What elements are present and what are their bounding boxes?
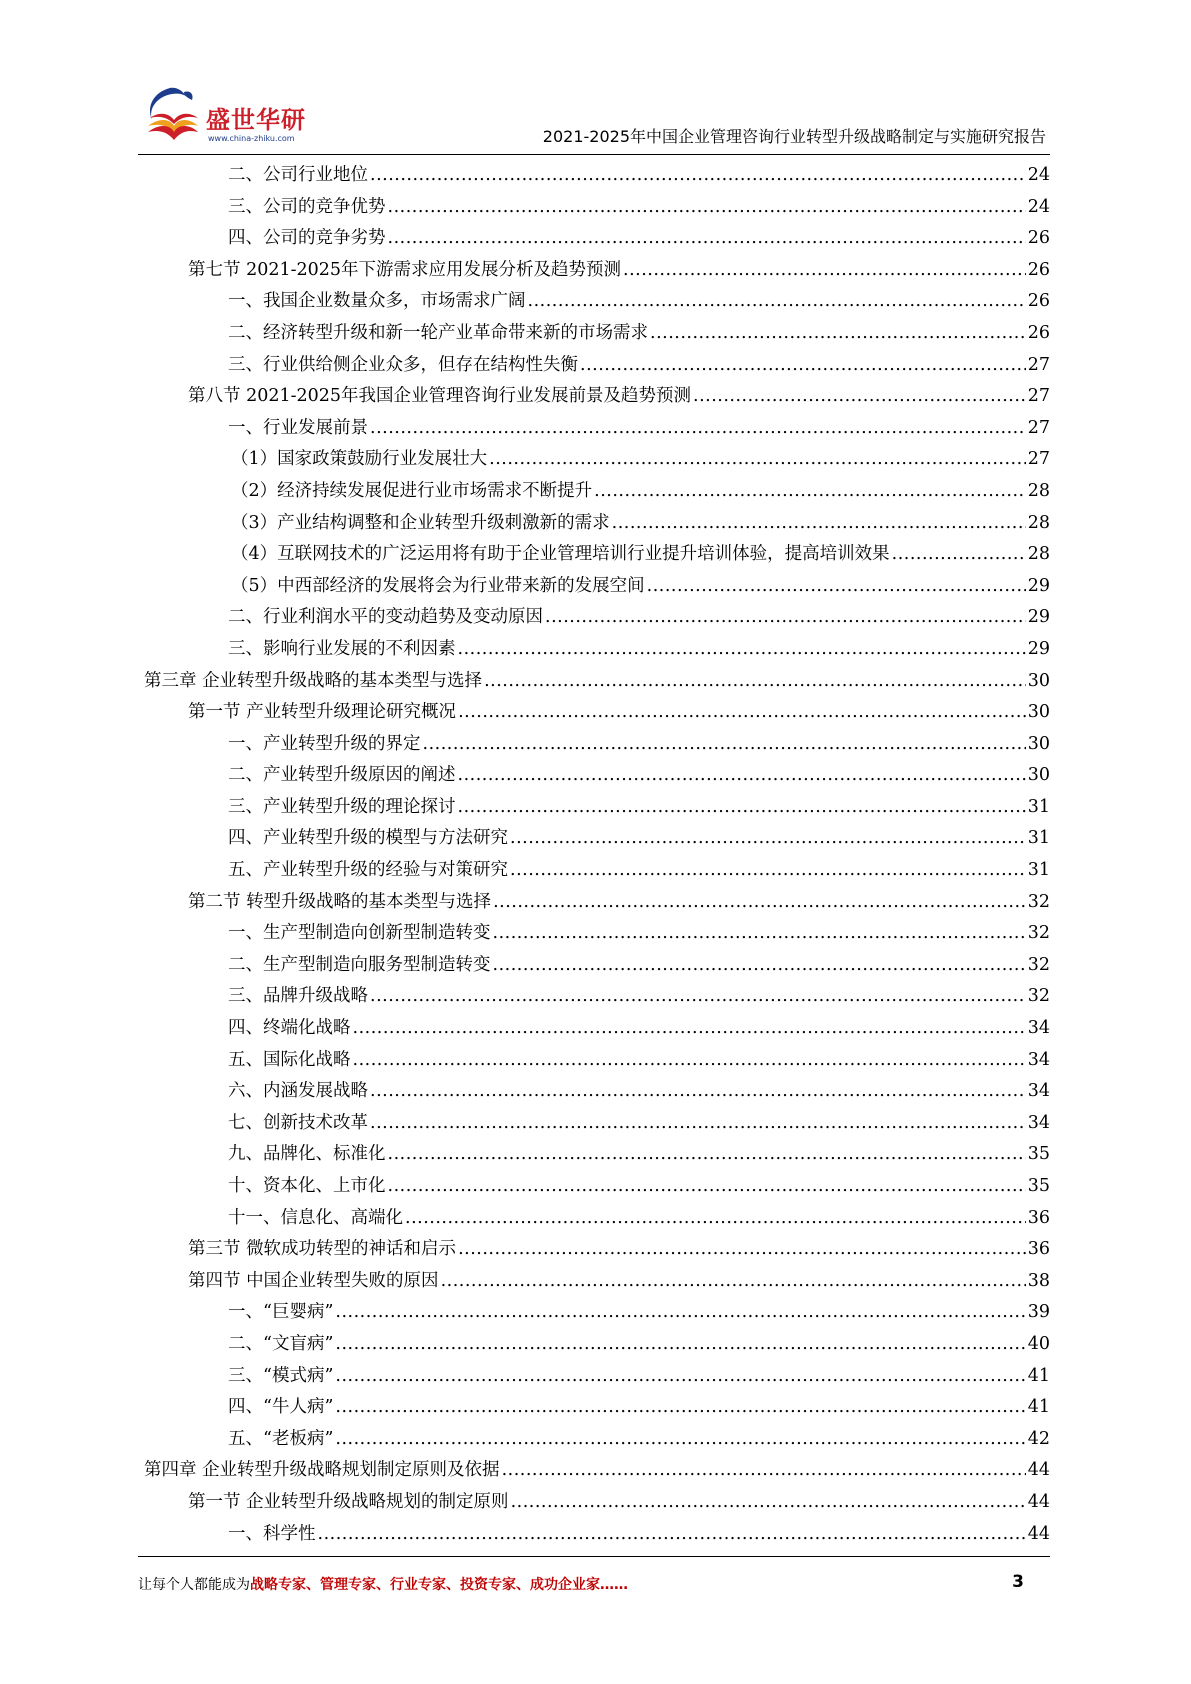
toc-entry-page: 41	[1027, 1397, 1050, 1418]
toc-entry-page: 30	[1027, 733, 1050, 754]
toc-entry-title: 十一、信息化、高端化	[228, 1207, 403, 1228]
toc-entry-page: 40	[1027, 1333, 1050, 1354]
toc-entry-page: 36	[1027, 1207, 1050, 1228]
toc-entry-page: 34	[1027, 1018, 1050, 1039]
page-header	[138, 78, 1050, 155]
toc-entry-page: 29	[1027, 638, 1050, 659]
toc-leader-dots	[388, 223, 1026, 255]
toc-entry-title: 第四节 中国企业转型失败的原因	[188, 1270, 439, 1291]
toc-leader-dots	[370, 413, 1026, 445]
toc-entry-title: 一、科学性	[228, 1523, 316, 1544]
toc-entry-page: 31	[1027, 828, 1050, 849]
toc-leader-dots	[545, 602, 1026, 634]
toc-entry[interactable]	[138, 223, 1050, 255]
toc-entry[interactable]	[138, 1203, 1050, 1235]
toc-entry-page: 27	[1027, 417, 1050, 438]
toc-entry[interactable]	[138, 1013, 1050, 1045]
toc-leader-dots	[458, 792, 1026, 824]
toc-entry-page: 31	[1027, 860, 1050, 881]
toc-entry-page: 29	[1027, 607, 1050, 628]
toc-entry[interactable]	[138, 1108, 1050, 1140]
toc-entry-title: 二、经济转型升级和新一轮产业革命带来新的市场需求	[228, 322, 648, 343]
toc-entry-title: （3）产业结构调整和企业转型升级刺激新的需求	[231, 512, 610, 533]
toc-entry-title: 一、我国企业数量众多，市场需求广阔	[228, 291, 526, 312]
toc-entry-page: 44	[1027, 1460, 1050, 1481]
toc-entry[interactable]	[138, 318, 1050, 350]
toc-entry-page: 28	[1027, 480, 1050, 501]
toc-leader-dots	[458, 634, 1026, 666]
toc-leader-dots	[318, 1519, 1026, 1551]
toc-entry[interactable]	[138, 666, 1050, 698]
toc-leader-dots	[458, 697, 1026, 729]
toc-entry[interactable]	[138, 1266, 1050, 1298]
toc-leader-dots	[335, 1361, 1025, 1393]
toc-entry-title: 三、产业转型升级的理论探讨	[228, 796, 456, 817]
toc-entry[interactable]	[138, 381, 1050, 413]
toc-entry-page: 32	[1027, 923, 1050, 944]
toc-entry-title: （5）中西部经济的发展将会为行业带来新的发展空间	[231, 575, 645, 596]
toc-leader-dots	[353, 1045, 1026, 1077]
toc-entry-title: 第一节 企业转型升级战略规划的制定原则	[188, 1491, 509, 1512]
toc-entry-page: 42	[1027, 1428, 1050, 1449]
toc-entry-title: 四、公司的竞争劣势	[228, 228, 386, 249]
toc-entry-title: 第二节 转型升级战略的基本类型与选择	[188, 891, 492, 912]
brand-name: 盛世华研	[206, 106, 306, 134]
toc-entry-title: 五、国际化战略	[228, 1049, 351, 1070]
toc-entry-page: 35	[1027, 1176, 1050, 1196]
toc-entry[interactable]	[138, 887, 1050, 919]
toc-entry[interactable]	[138, 1297, 1050, 1329]
toc-entry-title: 第八节 2021-2025年我国企业管理咨询行业发展前景及趋势预测	[188, 386, 692, 407]
toc-entry-page: 32	[1027, 891, 1050, 912]
toc-entry[interactable]	[138, 1424, 1050, 1456]
toc-entry[interactable]	[138, 918, 1050, 950]
toc-entry-page: 35	[1027, 1144, 1050, 1165]
logo-mark-icon	[140, 82, 204, 146]
toc-entry[interactable]	[138, 1329, 1050, 1361]
toc-leader-dots	[612, 508, 1026, 540]
toc-entry-page: 26	[1027, 259, 1050, 280]
toc-entry[interactable]	[138, 950, 1050, 982]
toc-entry[interactable]	[138, 539, 1050, 571]
toc-leader-dots	[510, 823, 1026, 855]
toc-entry-page: 29	[1027, 575, 1050, 596]
toc-entry-title: 第四章 企业转型升级战略规划制定原则及依据	[144, 1460, 500, 1481]
toc-entry-page: 30	[1027, 702, 1050, 723]
toc-leader-dots	[388, 1171, 1026, 1203]
toc-entry-title: 一、生产型制造向创新型制造转变	[228, 923, 491, 944]
toc-entry[interactable]	[138, 255, 1050, 287]
toc-entry-page: 26	[1027, 322, 1050, 343]
toc-entry-page: 34	[1027, 1081, 1050, 1102]
toc-entry-title: 二、生产型制造向服务型制造转变	[228, 954, 491, 975]
toc-entry[interactable]	[138, 444, 1050, 476]
toc-entry-title: 三、公司的竞争优势	[228, 196, 386, 217]
toc-leader-dots	[458, 1234, 1026, 1266]
toc-entry-page: 31	[1027, 796, 1050, 817]
toc-leader-dots	[511, 1487, 1026, 1519]
toc-entry-page: 30	[1027, 670, 1050, 691]
footer-divider	[138, 1556, 1050, 1557]
toc-entry[interactable]	[138, 634, 1050, 666]
toc-leader-dots	[528, 286, 1026, 318]
toc-leader-dots	[493, 950, 1026, 982]
toc-entry-page: 44	[1027, 1523, 1050, 1544]
toc-leader-dots	[647, 571, 1026, 603]
toc-entry-title: 一、“巨婴病”	[228, 1302, 334, 1323]
toc-entry-page: 32	[1027, 954, 1050, 975]
toc-entry-page: 24	[1027, 165, 1050, 185]
toc-leader-dots	[458, 760, 1026, 792]
toc-leader-dots	[441, 1266, 1026, 1298]
table-of-contents	[138, 160, 1050, 1550]
toc-entry-title: 六、内涵发展战略	[228, 1081, 368, 1102]
toc-entry-page: 44	[1027, 1491, 1050, 1512]
toc-leader-dots	[510, 855, 1026, 887]
toc-entry[interactable]	[138, 1519, 1050, 1551]
toc-entry-title: 四、产业转型升级的模型与方法研究	[228, 828, 508, 849]
toc-leader-dots	[353, 1013, 1026, 1045]
toc-entry[interactable]	[138, 1045, 1050, 1077]
page-footer	[138, 1574, 1050, 1598]
toc-entry-page: 41	[1027, 1365, 1050, 1386]
toc-entry-page: 34	[1027, 1049, 1050, 1070]
toc-entry-title: 十、资本化、上市化	[228, 1176, 386, 1196]
toc-entry[interactable]	[138, 1361, 1050, 1393]
toc-entry-page: 27	[1027, 354, 1050, 375]
toc-leader-dots	[388, 1139, 1026, 1171]
toc-entry[interactable]	[138, 1139, 1050, 1171]
toc-leader-dots	[405, 1203, 1026, 1235]
toc-entry[interactable]	[138, 1171, 1050, 1203]
toc-entry[interactable]	[138, 855, 1050, 887]
toc-entry-title: 七、创新技术改革	[228, 1112, 368, 1133]
toc-entry-title: 四、“牛人病”	[228, 1397, 334, 1418]
toc-entry-title: 三、影响行业发展的不利因素	[228, 638, 456, 659]
toc-entry-title: 五、产业转型升级的经验与对策研究	[228, 860, 508, 881]
toc-entry[interactable]	[138, 760, 1050, 792]
toc-entry-title: 四、终端化战略	[228, 1018, 351, 1039]
toc-entry-page: 28	[1027, 512, 1050, 533]
toc-entry[interactable]	[138, 602, 1050, 634]
footer-slogan-lead: 让每个人都能成为	[138, 1577, 250, 1593]
toc-leader-dots	[335, 1297, 1025, 1329]
toc-entry-title: 三、行业供给侧企业众多，但存在结构性失衡	[228, 354, 578, 375]
toc-entry-page: 27	[1027, 449, 1050, 470]
toc-entry-title: 二、行业利润水平的变动趋势及变动原因	[228, 607, 543, 628]
toc-entry[interactable]	[138, 1076, 1050, 1108]
toc-entry-title: 第三章 企业转型升级战略的基本类型与选择	[144, 670, 483, 691]
toc-entry[interactable]	[138, 160, 1050, 192]
report-title: 2021-2025年中国企业管理咨询行业转型升级战略制定与实施研究报告	[542, 127, 1046, 146]
toc-entry[interactable]	[138, 286, 1050, 318]
toc-entry[interactable]	[138, 981, 1050, 1013]
toc-leader-dots	[335, 1329, 1025, 1361]
toc-entry[interactable]	[138, 350, 1050, 382]
toc-leader-dots	[892, 539, 1026, 571]
toc-leader-dots	[502, 1455, 1026, 1487]
company-logo	[140, 82, 310, 146]
toc-entry-title: （2）经济持续发展促进行业市场需求不断提升	[231, 480, 593, 501]
toc-leader-dots	[370, 160, 1026, 192]
toc-entry-page: 24	[1027, 196, 1050, 217]
toc-leader-dots	[388, 192, 1026, 224]
toc-entry-title: 三、品牌升级战略	[228, 986, 368, 1007]
toc-leader-dots	[650, 318, 1026, 350]
toc-entry-title: 三、“模式病”	[228, 1365, 334, 1386]
toc-leader-dots	[335, 1392, 1025, 1424]
toc-entry-title: 九、品牌化、标准化	[228, 1144, 386, 1165]
toc-entry-page: 38	[1027, 1270, 1050, 1291]
toc-entry-title: 第一节 产业转型升级理论研究概况	[188, 702, 457, 723]
toc-entry-title: 第七节 2021-2025年下游需求应用发展分析及趋势预测	[188, 259, 622, 280]
toc-entry-page: 34	[1027, 1112, 1050, 1133]
page-number: 3	[1012, 1572, 1024, 1592]
toc-entry-page: 27	[1027, 386, 1050, 407]
toc-entry[interactable]	[138, 1487, 1050, 1519]
toc-leader-dots	[335, 1424, 1025, 1456]
toc-entry-page: 30	[1027, 765, 1050, 786]
toc-entry-title: 一、产业转型升级的界定	[228, 733, 421, 754]
toc-leader-dots	[493, 887, 1026, 919]
toc-leader-dots	[493, 918, 1026, 950]
toc-leader-dots	[594, 476, 1026, 508]
toc-entry-page: 32	[1027, 986, 1050, 1007]
toc-entry-page: 36	[1027, 1239, 1050, 1260]
toc-entry[interactable]	[138, 476, 1050, 508]
toc-leader-dots	[370, 1108, 1026, 1140]
brand-url: www.china-zhiku.com	[208, 134, 295, 143]
toc-entry-title: 二、公司行业地位	[228, 165, 368, 185]
toc-entry-page: 26	[1027, 291, 1050, 312]
toc-leader-dots	[693, 381, 1026, 413]
toc-entry-title: 第三节 微软成功转型的神话和启示	[188, 1239, 457, 1260]
toc-entry-title: 五、“老板病”	[228, 1428, 334, 1449]
toc-entry[interactable]	[138, 192, 1050, 224]
toc-entry-page: 26	[1027, 228, 1050, 249]
toc-entry-title: （4）互联网技术的广泛运用将有助于企业管理培训行业提升培训体验，提高培训效果	[231, 544, 890, 565]
toc-entry-page: 39	[1027, 1302, 1050, 1323]
toc-leader-dots	[580, 350, 1026, 382]
toc-entry[interactable]	[138, 508, 1050, 540]
footer-slogan-roles: 战略专家、管理专家、行业专家、投资专家、成功企业家……	[250, 1577, 628, 1593]
toc-entry-title: 一、行业发展前景	[228, 417, 368, 438]
toc-entry[interactable]	[138, 792, 1050, 824]
toc-entry-title: 二、“文盲病”	[228, 1333, 334, 1354]
toc-entry-page: 28	[1027, 544, 1050, 565]
toc-leader-dots	[623, 255, 1026, 287]
toc-leader-dots	[489, 444, 1026, 476]
toc-leader-dots	[423, 729, 1026, 761]
toc-leader-dots	[370, 1076, 1026, 1108]
toc-entry[interactable]	[138, 823, 1050, 855]
toc-entry-title: （1）国家政策鼓励行业发展壮大	[231, 449, 488, 470]
toc-entry-title: 二、产业转型升级原因的阐述	[228, 765, 456, 786]
toc-entry[interactable]	[138, 571, 1050, 603]
toc-entry[interactable]	[138, 729, 1050, 761]
toc-entry[interactable]	[138, 413, 1050, 445]
toc-leader-dots	[370, 981, 1026, 1013]
toc-entry[interactable]	[138, 1234, 1050, 1266]
toc-entry[interactable]	[138, 1392, 1050, 1424]
toc-entry[interactable]	[138, 1455, 1050, 1487]
toc-entry[interactable]	[138, 697, 1050, 729]
toc-leader-dots	[484, 666, 1026, 698]
